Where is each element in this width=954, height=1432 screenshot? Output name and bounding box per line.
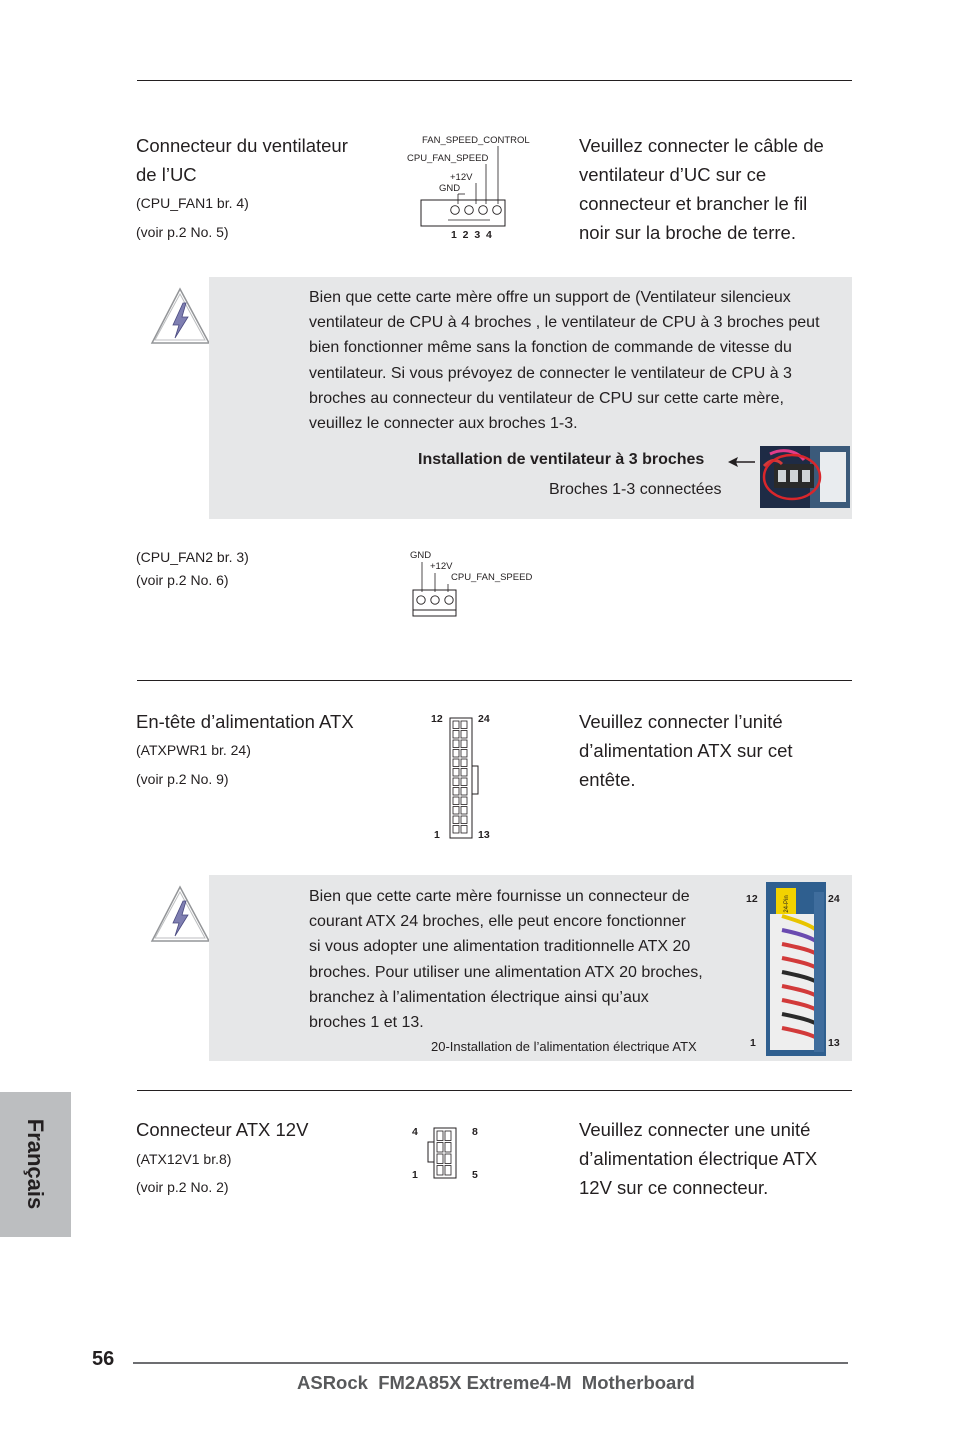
note2-line: broches 1 et 13. bbox=[309, 1014, 424, 1032]
atx12v-pin-1-label: 1 bbox=[412, 1169, 418, 1181]
section-rule bbox=[137, 1090, 852, 1091]
pin-cell bbox=[461, 778, 467, 786]
cpu-fan2-pin-diagram bbox=[400, 546, 550, 622]
pin-cell bbox=[437, 1166, 443, 1176]
cpu-fan2-ref: (CPU_FAN2 br. 3) bbox=[136, 549, 249, 565]
cpu-fan-description bbox=[579, 131, 824, 247]
pin-cell bbox=[453, 721, 459, 729]
note2-line: branchez à l’alimentation électrique ainsi qu’aux bbox=[309, 988, 649, 1006]
cpu-fan-title bbox=[136, 131, 348, 189]
pin-cell bbox=[453, 788, 459, 796]
note1-line: ventilateur de CPU à 4 broches , le ventilateur de CPU à 3 broches peut bbox=[309, 314, 820, 332]
atx12v-desc-line: Veuillez connecter une unité bbox=[579, 1119, 811, 1140]
atx-desc-line: entête. bbox=[579, 769, 636, 790]
pin-cell bbox=[453, 769, 459, 777]
fan2-v12-label: +12V bbox=[430, 561, 453, 572]
pin-cell bbox=[461, 731, 467, 739]
fan-speed-control-label: FAN_SPEED_CONTROL bbox=[422, 135, 530, 146]
warning-icon bbox=[148, 884, 212, 946]
pin-cell bbox=[453, 750, 459, 758]
install-3pin-label: Installation de ventilateur à 3 broches bbox=[418, 451, 705, 468]
pin-cell bbox=[453, 826, 459, 834]
gnd-label: GND bbox=[439, 183, 461, 194]
note2-caption: 20-Installation de l’alimentation électrique ATX bbox=[431, 1039, 697, 1054]
section-rule bbox=[137, 680, 852, 681]
pin-cell bbox=[437, 1131, 443, 1141]
atx-pin-12-label: 12 bbox=[431, 713, 443, 725]
pin-cell bbox=[461, 740, 467, 748]
pin-cell bbox=[445, 1143, 451, 1153]
atx-description bbox=[579, 707, 793, 794]
pin-cell bbox=[437, 1143, 443, 1153]
atx24-pin-diagram bbox=[426, 710, 496, 845]
note2-text bbox=[309, 884, 739, 1035]
cpu-fan1-pin-diagram bbox=[400, 132, 550, 244]
arrow-left-icon bbox=[728, 456, 756, 468]
cpu-fan-title-line2: de l’UC bbox=[136, 164, 197, 185]
atx-pin-1-label: 1 bbox=[434, 829, 440, 841]
atx12v-title: Connecteur ATX 12V bbox=[136, 1119, 309, 1140]
pins-connected-label: Broches 1-3 connectées bbox=[549, 481, 722, 498]
pin-cell bbox=[461, 769, 467, 777]
atx-desc-line: Veuillez connecter l’unité bbox=[579, 711, 783, 732]
atx-title: En-tête d’alimentation ATX bbox=[136, 711, 354, 732]
pin-cell bbox=[445, 1166, 451, 1176]
pin-cell bbox=[461, 797, 467, 805]
cpu-fan-desc-line: ventilateur d’UC sur ce bbox=[579, 164, 767, 185]
cpu-fan-desc-line: noir sur la broche de terre. bbox=[579, 222, 796, 243]
photo-pin-24-label: 24 bbox=[828, 893, 840, 905]
cpu-fan-speed-label: CPU_FAN_SPEED bbox=[407, 153, 489, 164]
atx12v-pin-4-label: 4 bbox=[412, 1126, 418, 1138]
note1-line: veuillez le connecter aux broches 1-3. bbox=[309, 415, 578, 433]
pin-cell bbox=[461, 826, 467, 834]
pin-cell bbox=[461, 721, 467, 729]
atx12v-desc-line: 12V sur ce connecteur. bbox=[579, 1177, 769, 1198]
atx12v-pin-diagram bbox=[408, 1122, 488, 1184]
v12-label: +12V bbox=[450, 172, 473, 183]
language-tab bbox=[0, 1092, 71, 1237]
footer-title: ASRock FM2A85X Extreme4-M Motherboard bbox=[297, 1372, 695, 1393]
note2-line: Bien que cette carte mère fournisse un connecteur de bbox=[309, 888, 690, 905]
fan-connector-photo bbox=[760, 446, 850, 508]
language-tab-label: Français bbox=[23, 1118, 48, 1210]
cpu-fan-desc-line: Veuillez connecter le câble de bbox=[579, 135, 824, 156]
pin-cell bbox=[445, 1131, 451, 1141]
atx12v-pin-8-label: 8 bbox=[472, 1126, 478, 1138]
cpu-fan-title-line1: Connecteur du ventilateur bbox=[136, 135, 348, 156]
pin-cell bbox=[461, 788, 467, 796]
atx12v-description bbox=[579, 1115, 817, 1202]
cpu-fan-see: (voir p.2 No. 5) bbox=[136, 224, 229, 240]
fan2-gnd-label: GND bbox=[410, 550, 432, 561]
atx12v-desc-line: d’alimentation électrique ATX bbox=[579, 1148, 818, 1169]
atx12v-see: (voir p.2 No. 2) bbox=[136, 1179, 229, 1195]
note2-line: broches. Pour utiliser une alimentation ATX 20 broches, bbox=[309, 963, 703, 981]
note1-line: ventilateur. Si vous prévoyez de connecter le ventilateur de CPU à 3 bbox=[309, 364, 792, 382]
pin-cell bbox=[453, 816, 459, 824]
atx-ref: (ATXPWR1 br. 24) bbox=[136, 742, 251, 758]
note1-line: Bien que cette carte mère offre un support de (Ventilateur silencieux bbox=[309, 289, 791, 306]
atx-desc-line: d’alimentation ATX sur cet bbox=[579, 740, 793, 761]
atx24-photo bbox=[742, 882, 846, 1056]
atx24-pin-cells bbox=[453, 721, 467, 833]
cpu-fan-ref: (CPU_FAN1 br. 4) bbox=[136, 195, 249, 211]
atx-pin-13-label: 13 bbox=[478, 829, 490, 841]
atx-see: (voir p.2 No. 9) bbox=[136, 771, 229, 787]
atx12v-ref: (ATX12V1 br.8) bbox=[136, 1151, 232, 1167]
pin-cell bbox=[453, 759, 459, 767]
top-rule bbox=[137, 80, 852, 81]
cpu-fan-desc-line: connecteur et brancher le fil bbox=[579, 193, 808, 214]
pin-cell bbox=[461, 759, 467, 767]
note2-line: courant ATX 24 broches, elle peut encore fonctionner bbox=[309, 913, 686, 931]
fan2-cpu-fan-speed-label: CPU_FAN_SPEED bbox=[451, 572, 533, 583]
page-number: 56 bbox=[92, 1348, 115, 1370]
atx12v-pin-cells bbox=[437, 1131, 451, 1175]
note1-text bbox=[309, 285, 849, 436]
pin-cell bbox=[461, 750, 467, 758]
atx12v-pin-5-label: 5 bbox=[472, 1169, 478, 1181]
photo-pin-12-label: 12 bbox=[746, 893, 758, 905]
note1-line: bien fonctionner même sans la fonction de commande de vitesse du bbox=[309, 339, 792, 357]
atx-pin-24-label: 24 bbox=[478, 713, 490, 725]
pin-cell bbox=[445, 1154, 451, 1164]
warning-icon bbox=[148, 286, 212, 348]
photo-24pin-label: 24-Pin bbox=[784, 895, 790, 913]
pin-cell bbox=[453, 740, 459, 748]
note1-line: broches au connecteur du ventilateur de CPU sur cette carte mère, bbox=[309, 389, 784, 407]
pin-cell bbox=[453, 807, 459, 815]
pin-cell bbox=[461, 816, 467, 824]
pin-cell bbox=[461, 807, 467, 815]
pin-cell bbox=[437, 1154, 443, 1164]
photo-pin-1-label: 1 bbox=[750, 1037, 756, 1049]
pin-cell bbox=[453, 797, 459, 805]
note2-line: si vous adopter une alimentation traditionnelle ATX 20 bbox=[309, 938, 691, 956]
pin-cell bbox=[453, 731, 459, 739]
cpu-fan2-see: (voir p.2 No. 6) bbox=[136, 572, 229, 588]
pin-cell bbox=[453, 778, 459, 786]
footer-rule bbox=[133, 1362, 848, 1364]
pin-numbers-label: 1 2 3 4 bbox=[451, 229, 492, 241]
photo-pin-13-label: 13 bbox=[828, 1037, 840, 1049]
